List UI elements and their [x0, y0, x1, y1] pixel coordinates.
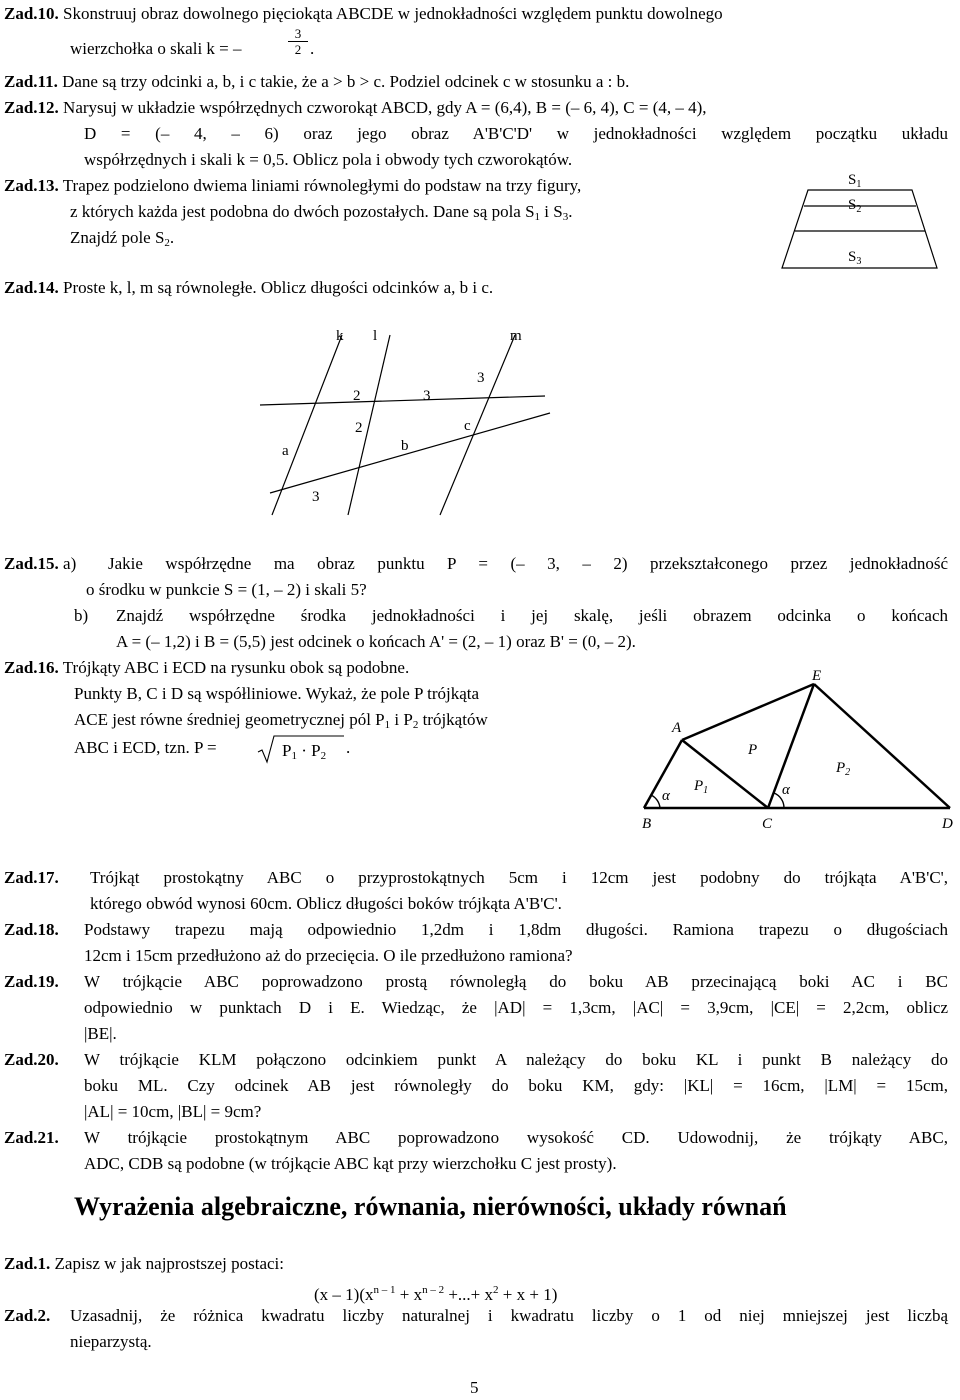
problem-text: [70, 200, 572, 229]
label-c: c: [464, 418, 471, 434]
text-part: i S: [540, 202, 563, 221]
text-part: i P: [390, 710, 413, 729]
zad12: [4, 96, 707, 120]
problem-text: A = (– 1,2) i B = (5,5) jest odcinek o końcach A' = (2, – 1) oraz B' = (0, – 2).: [116, 632, 636, 651]
subproblem-label: a): [63, 554, 77, 573]
text-part: .: [169, 228, 175, 247]
superscript: n – 1: [373, 1284, 396, 1296]
label-C: C: [762, 816, 773, 832]
problem-text: boku ML. Czy odcinek AB jest równoległy do boku KM, gdy: |KL| = 16cm, |LM| = 15cm,: [84, 1076, 948, 1095]
zad15: [4, 552, 76, 576]
subscript: 1: [384, 719, 391, 731]
problem-label: Zad.12.: [4, 98, 59, 117]
line-k: [272, 335, 342, 515]
text-part: .: [568, 202, 573, 221]
expr-part: + x: [395, 1285, 423, 1304]
segment-ed: [814, 684, 950, 808]
label-s2: $S_2$: [848, 197, 862, 215]
trapezoid-figure: [770, 160, 950, 280]
problem-text: [74, 736, 217, 760]
problem-text: Skonstruuj obraz dowolnego pięciokąta ABCDE w jednokładności względem punktu dowolnego: [63, 4, 723, 23]
problem-text: |BE|.: [84, 1024, 117, 1043]
problem-label: Zad.20.: [4, 1050, 59, 1069]
problem-text: Zapisz w jak najprostszej postaci:: [54, 1254, 284, 1273]
label-b: b: [401, 438, 409, 454]
problem-label: Zad.11.: [4, 72, 58, 91]
subscript: 2: [164, 237, 170, 249]
label-alpha-c: α: [782, 782, 790, 798]
problem-text: którego obwód wynosi 60cm. Oblicz długości boków trójkąta A'B'C'.: [90, 894, 562, 913]
segment-ae: [682, 684, 814, 740]
problem-label: Zad.19.: [4, 972, 59, 991]
superscript: 2: [493, 1284, 499, 1296]
sqrt-content: P1 · P2: [282, 741, 327, 762]
label-P: P: [748, 742, 758, 758]
problem-text: Jakie współrzędne ma obraz punktu P = (– 3, – 2) przekształconego przez jednokładność: [108, 554, 948, 573]
zad14: [4, 276, 493, 300]
page-number: 5: [470, 1378, 479, 1397]
problem-text: Trójkąt prostokątny ABC o przyprostokątnych 5cm i 12cm jest podobny do trójkąta A'B'C',: [90, 868, 948, 887]
transversal-1: [260, 396, 545, 405]
problem-label: Zad.14.: [4, 278, 59, 297]
problem-text: współrzędnych i skali k = 0,5. Oblicz pola i obwody tych czworokątów.: [84, 150, 573, 169]
label-2-top: 2: [353, 388, 361, 404]
problem-label: Zad.13.: [4, 176, 59, 195]
label-m: m: [510, 328, 522, 344]
text-part: trójkątów: [418, 710, 488, 729]
problem-text: wierzchołka o skali k = –: [70, 39, 242, 58]
problem-text: Trapez podzielono dwiema liniami równoległymi do podstaw na trzy figury,: [62, 176, 582, 195]
zad11: [4, 70, 629, 94]
problem-text: Trójkąty ABC i ECD na rysunku obok są podobne.: [62, 658, 410, 677]
fraction-numerator: 3: [288, 26, 308, 42]
label-s1: $S_1$: [848, 172, 862, 190]
problem-text: Dane są trzy odcinki a, b, i c takie, że a > b > c. Podziel odcinek c w stosunku a : b.: [62, 72, 630, 91]
zad10: [4, 2, 723, 26]
problem-label: Zad.21.: [4, 1128, 59, 1147]
problem-text: nieparzystą.: [70, 1332, 152, 1351]
zad16: [4, 656, 409, 680]
problem-text: D = (– 4, – 6) oraz jego obraz A'B'C'D' w jednokładności względem początku układu: [84, 124, 948, 143]
subproblem-label: b): [74, 606, 89, 625]
label-l: l: [373, 328, 378, 344]
expression: [314, 1278, 557, 1307]
label-a: a: [282, 443, 289, 459]
problem-text: odpowiednio w punktach D i E. Wiedząc, że |AD| = 1,3cm, |AC| = 3,9cm, |CE| = 2,2cm, oblicz: [84, 998, 948, 1017]
problem-text: 12cm i 15cm przedłużono aż do przecięcia. O ile przedłużono ramiona?: [84, 946, 573, 965]
algebra-zad1: [4, 1252, 284, 1276]
angle-b-arc: [651, 795, 660, 808]
expr-part: +...+ x: [444, 1285, 494, 1304]
superscript: n – 2: [422, 1284, 445, 1296]
subscript: 2: [412, 719, 419, 731]
period: .: [310, 39, 315, 58]
period: .: [346, 738, 351, 757]
problem-label: Zad.16.: [4, 658, 59, 677]
problem-text: Proste k, l, m są równoległe. Oblicz długości odcinków a, b i c.: [63, 278, 494, 297]
fraction-denominator: 2: [294, 42, 302, 57]
fraction: [288, 26, 308, 57]
label-P1: $P_1$: [694, 778, 709, 796]
problem-text: Uzasadnij, że różnica kwadratu liczby naturalnej i kwadratu liczby o 1 od niej mniejszej jest liczbą: [70, 1306, 948, 1325]
segment-ce: [768, 684, 814, 808]
problem-text: W trójkącie prostokątnym ABC poprowadzono wysokość CD. Udowodnij, że trójkąty ABC,: [84, 1128, 948, 1147]
text-part: ACE jest równe średniej geometrycznej pól P: [74, 710, 385, 729]
zad10-line2: [70, 37, 242, 61]
subscript: 1: [534, 211, 541, 223]
problem-text: W trójkącie KLM połączono odcinkiem punkt A należący do boku KL i punkt B należący do: [84, 1050, 948, 1069]
problem-label: Zad.10.: [4, 4, 59, 23]
parallel-lines-figure: [230, 310, 560, 520]
label-3-bottom: 3: [312, 489, 320, 505]
zad13: [4, 174, 581, 198]
text-part: ABC i ECD, tzn. P =: [74, 738, 217, 757]
expr-part: (x – 1)(x: [314, 1285, 374, 1304]
problem-text: ADC, CDB są podobne (w trójkącie ABC kąt przy wierzchołku C jest prosty).: [84, 1154, 617, 1173]
problem-label: Zad.15.: [4, 554, 59, 573]
line-m: [440, 335, 515, 515]
problem-text: |AL| = 10cm, |BL| = 9cm?: [84, 1102, 262, 1121]
problem-text: Podstawy trapezu mają odpowiednio 1,2dm i 1,8dm długości. Ramiona trapezu o długościach: [84, 920, 948, 939]
label-D: D: [942, 816, 953, 832]
label-2-mid: 2: [355, 420, 363, 436]
problem-text: [70, 226, 174, 255]
label-P2: $P_2$: [836, 760, 851, 778]
zad17-label: Zad.17.: [4, 868, 59, 887]
transversal-2: [270, 413, 550, 493]
section-heading: Wyrażenia algebraiczne, równania, nierówności, układy równań: [74, 1192, 787, 1221]
problem-text: Narysuj w układzie współrzędnych czworokąt ABCD, gdy A = (6,4), B = (– 6, 4), C = (4, – 4),: [63, 98, 707, 117]
sqrt-expression: [256, 732, 346, 764]
expr-part: + x + 1): [498, 1285, 558, 1304]
problem-text: Punkty B, C i D są współliniowe. Wykaż, że pole P trójkąta: [74, 684, 480, 703]
subscript: 3: [562, 211, 569, 223]
label-3-top: 3: [423, 388, 431, 404]
problem-text: W trójkącie ABC poprowadzono prostą równoległą do boku AB przecinającą boki AC i BC: [84, 972, 948, 991]
label-E: E: [812, 668, 822, 684]
problem-label: Zad.2.: [4, 1306, 51, 1325]
problem-label: Zad.1.: [4, 1254, 51, 1273]
triangles-figure: [634, 668, 960, 836]
text-part: Znajdź pole S: [70, 228, 165, 247]
problem-text: Znajdź współrzędne środka jednokładności i jej skalę, jeśli obrazem odcinka o końcach: [116, 606, 948, 625]
label-alpha-b: α: [662, 788, 670, 804]
problem-text: o środku w punkcie S = (1, – 2) i skali 5?: [86, 580, 367, 599]
label-k: k: [336, 328, 344, 344]
label-A: A: [672, 720, 682, 736]
label-3-right: 3: [477, 370, 485, 386]
problem-label: Zad.18.: [4, 920, 59, 939]
text-part: z których każda jest podobna do dwóch pozostałych. Dane są pola S: [70, 202, 535, 221]
label-B: B: [642, 816, 652, 832]
label-s3: $S_3$: [848, 249, 862, 267]
